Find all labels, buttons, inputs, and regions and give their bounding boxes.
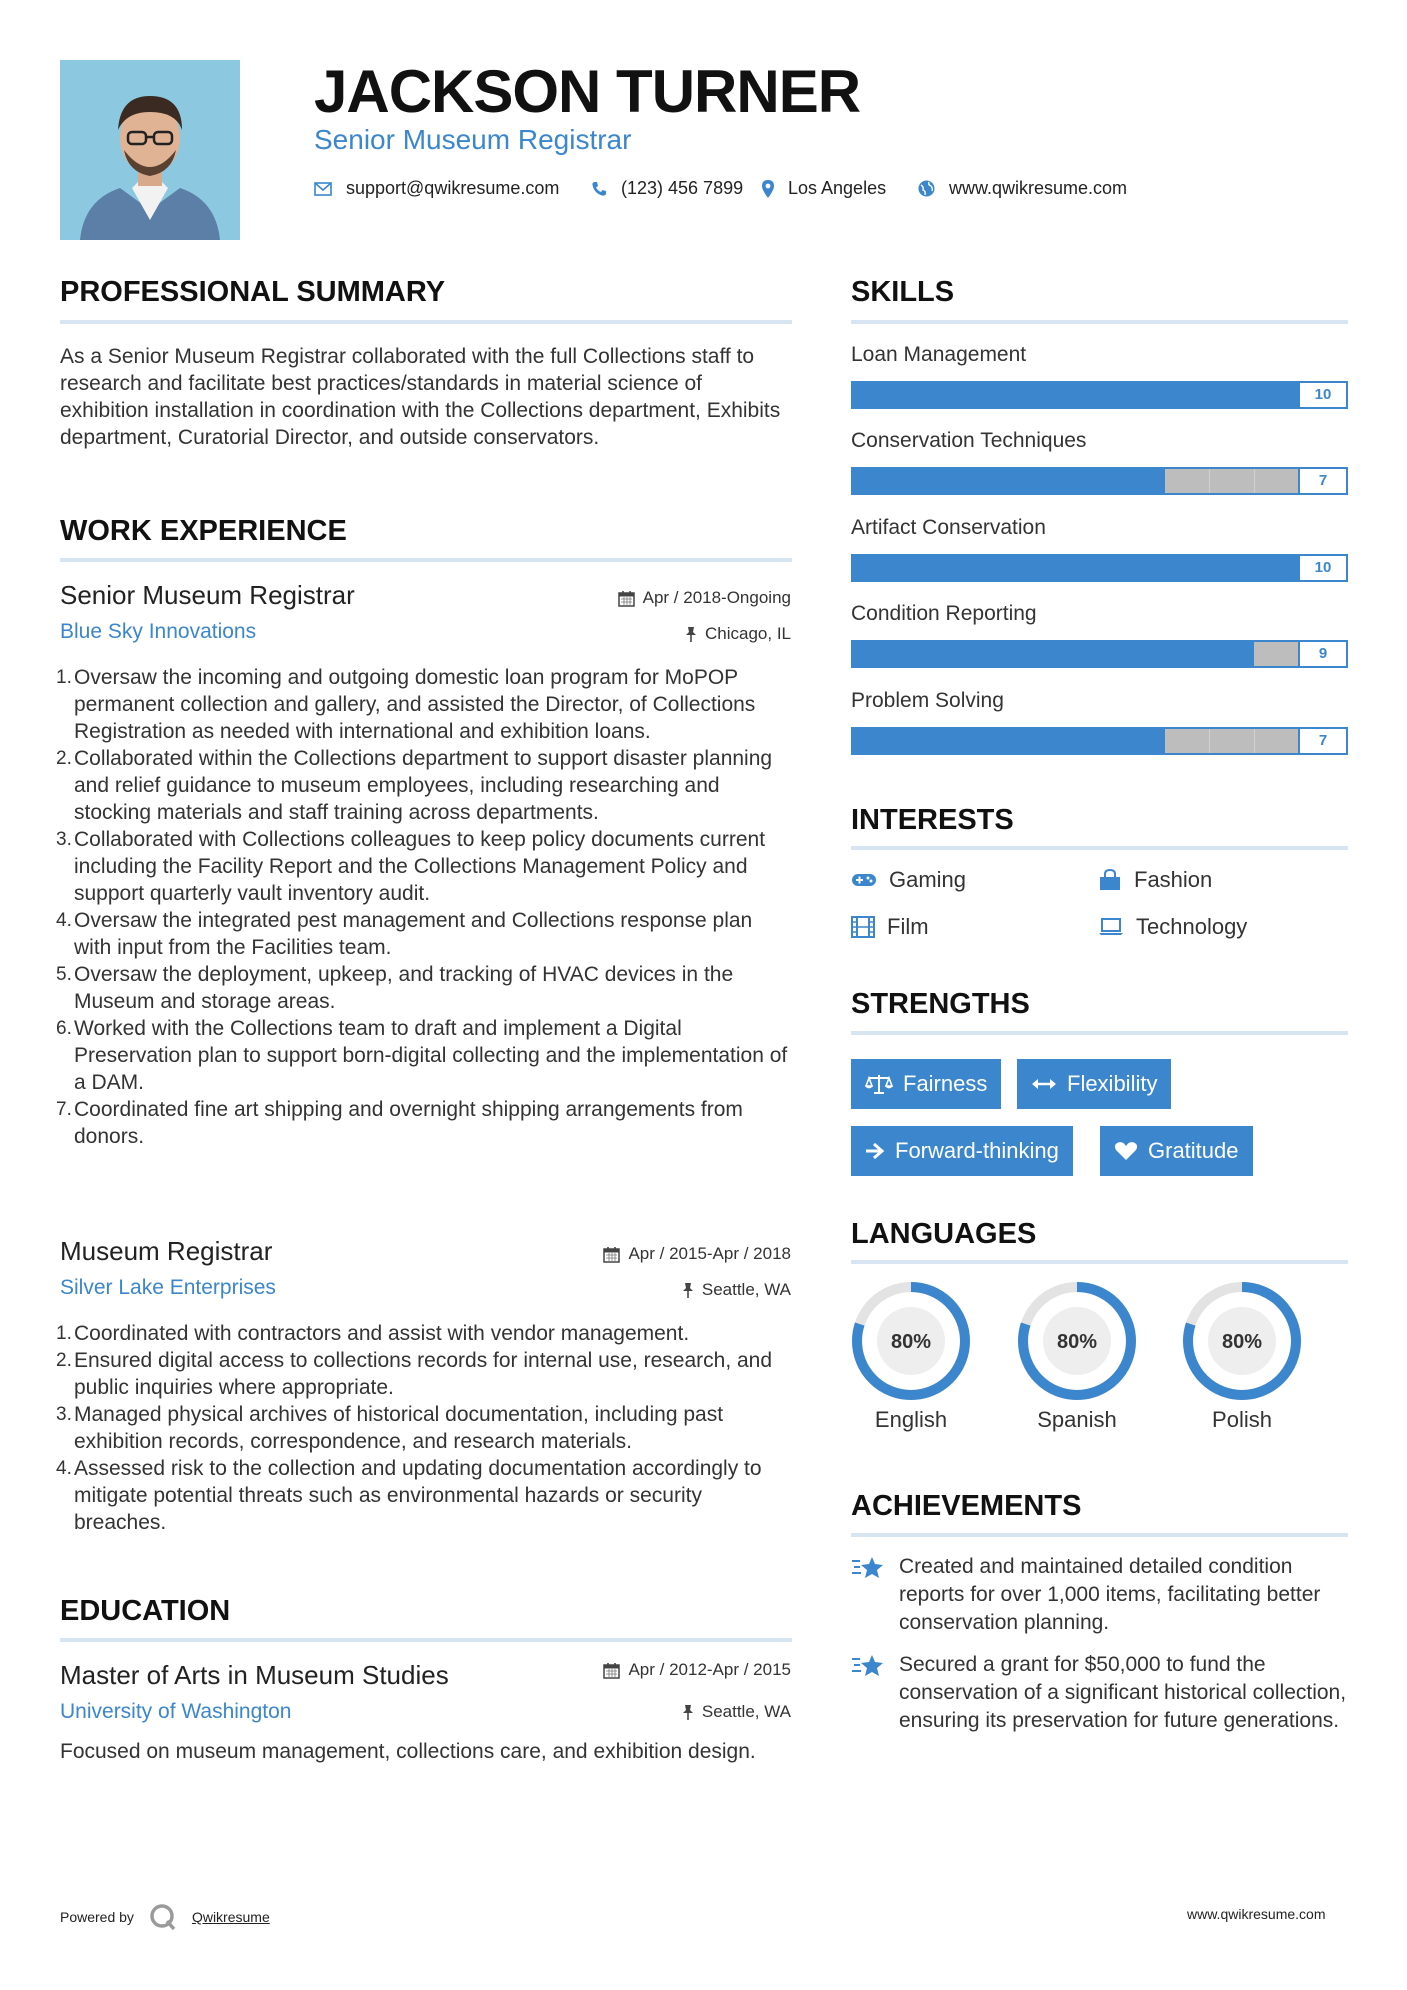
skill-bar	[851, 467, 1348, 495]
language-name: Spanish	[1037, 1407, 1117, 1432]
achievements-heading: ACHIEVEMENTS	[851, 1490, 1082, 1522]
skill-value: 10	[1298, 556, 1346, 580]
footer-website[interactable]: www.qwikresume.com	[1187, 1906, 1326, 1922]
job-dates-text: Apr / 2018-Ongoing	[642, 588, 791, 607]
footer-powered-by	[60, 1902, 270, 1932]
job-dates-text: Apr / 2015-Apr / 2018	[628, 1244, 791, 1263]
job-responsibilities	[56, 664, 791, 1150]
calendar-icon	[618, 590, 635, 607]
job-location	[682, 1280, 791, 1300]
languages-divider	[851, 1260, 1348, 1264]
skill-bar-fill	[853, 729, 1165, 753]
skill-name: Conservation Techniques	[851, 429, 1087, 452]
language-ring	[1016, 1280, 1138, 1402]
candidate-title: Senior Museum Registrar	[314, 124, 632, 155]
skill-bar-fill	[853, 383, 1298, 407]
skill-value: 10	[1298, 383, 1346, 407]
contact-email-text: support@qwikresume.com	[346, 178, 560, 198]
list-item: 2. Ensured digital access to collections records for internal use, research, and public inquiries where appropriate.	[56, 1349, 773, 1399]
interests-divider	[851, 846, 1348, 850]
map-marker-icon	[762, 180, 774, 198]
contact-phone[interactable]	[591, 178, 743, 199]
education-dates	[603, 1660, 791, 1680]
language-item	[1181, 1280, 1303, 1433]
calendar-icon	[603, 1662, 620, 1679]
arrow-right-icon	[865, 1142, 885, 1160]
education-dates-text: Apr / 2012-Apr / 2015	[628, 1660, 791, 1679]
languages-heading: LANGUAGES	[851, 1218, 1037, 1250]
skills-divider	[851, 320, 1348, 324]
interest-item: Film	[851, 914, 929, 940]
skill-value: 9	[1298, 642, 1346, 666]
list-item: 4. Assessed risk to the collection and updating documentation accordingly to mitigate potential threats such as environmental hazards or security breaches.	[56, 1457, 762, 1534]
education-degree: Master of Arts in Museum Studies	[60, 1660, 449, 1690]
skill-bar-segment	[1254, 729, 1255, 753]
phone-icon	[591, 181, 607, 197]
skill-bar	[851, 727, 1348, 755]
skill-name: Condition Reporting	[851, 602, 1037, 625]
strength-badge: Flexibility	[1017, 1059, 1171, 1109]
contact-website[interactable]	[918, 178, 1127, 199]
heart-icon	[1114, 1141, 1138, 1161]
strength-badge: Gratitude	[1100, 1126, 1253, 1176]
skill-value: 7	[1298, 729, 1346, 753]
envelope-icon	[314, 182, 332, 196]
achievements-divider	[851, 1533, 1348, 1537]
language-percent: 80%	[1221, 1331, 1263, 1353]
language-percent: 80%	[890, 1331, 932, 1353]
list-item: 1. Coordinated with contractors and assist with vendor management.	[56, 1322, 690, 1345]
interest-item: Gaming	[851, 867, 966, 893]
job-company: Blue Sky Innovations	[60, 620, 257, 643]
skill-bar	[851, 381, 1348, 409]
language-percent: 80%	[1056, 1331, 1098, 1353]
job-title: Senior Museum Registrar	[60, 580, 355, 610]
experience-divider	[60, 558, 792, 562]
shooting-star-icon	[851, 1553, 885, 1581]
skill-bar-segment	[1209, 469, 1210, 493]
interests-heading: INTERESTS	[851, 804, 1014, 836]
list-item: 2. Collaborated within the Collections department to support disaster planning and relief guidance to museum employees, including researching and stocking materials and staff training across departments.	[56, 747, 773, 824]
language-name: Polish	[1212, 1407, 1272, 1432]
skill-bar	[851, 640, 1348, 668]
achievement-item	[851, 1553, 1351, 1637]
education-location-text: Seattle, WA	[701, 1702, 791, 1721]
profile-photo	[60, 60, 240, 240]
list-item: 1. Oversaw the incoming and outgoing domestic loan program for MoPOP permanent collection and gallery, and assisted the Director, of Collections Registration as needed with international and exhibition loans.	[56, 666, 756, 743]
pushpin-icon	[682, 1282, 694, 1299]
experience-heading: WORK EXPERIENCE	[60, 515, 347, 547]
summary-divider	[60, 320, 792, 324]
pushpin-icon	[682, 1704, 694, 1721]
list-item: 6. Worked with the Collections team to draft and implement a Digital Preservation plan to support born-digital collecting and the implementation of a DAM.	[56, 1017, 788, 1094]
gamepad-icon	[851, 872, 877, 888]
skill-name: Problem Solving	[851, 689, 1004, 712]
job-location-text: Chicago, IL	[705, 624, 791, 643]
interest-item: Fashion	[1098, 867, 1212, 893]
person-avatar-icon	[60, 60, 240, 240]
education-divider	[60, 1638, 792, 1642]
job-company: Silver Lake Enterprises	[60, 1276, 276, 1299]
skill-value: 7	[1298, 469, 1346, 493]
shooting-star-icon	[851, 1651, 885, 1679]
list-item: 5. Oversaw the deployment, upkeep, and tracking of HVAC devices in the Museum and storage areas.	[56, 963, 734, 1013]
skill-name: Loan Management	[851, 343, 1027, 366]
achievement-text: Created and maintained detailed condition reports for over 1,000 items, facilitating better conservation planning.	[899, 1555, 1321, 1634]
contact-phone-text: (123) 456 7899	[621, 178, 744, 198]
list-item: 3. Managed physical archives of historical documentation, including past exhibition records, correspondence, and research materials.	[56, 1403, 724, 1453]
education-school: University of Washington	[60, 1700, 292, 1723]
job-title: Museum Registrar	[60, 1236, 273, 1266]
education-location	[682, 1702, 791, 1722]
summary-text: As a Senior Museum Registrar collaborated with the full Collections staff to research and facilitate best practices/standards in material science of exhibition installation in coordination with the Collections department, Exhibits department, Curatorial Director, and outside conservators.	[60, 345, 781, 449]
interest-item: Technology	[1098, 914, 1247, 940]
balance-scale-icon	[865, 1073, 893, 1095]
education-heading: EDUCATION	[60, 1595, 231, 1627]
list-item: 7. Coordinated fine art shipping and overnight shipping arrangements from donors.	[56, 1098, 743, 1148]
language-item	[1016, 1280, 1138, 1433]
language-ring	[850, 1280, 972, 1402]
skill-bar	[851, 554, 1348, 582]
job-location	[685, 624, 791, 644]
job-location-text: Seattle, WA	[701, 1280, 791, 1299]
list-item: 4. Oversaw the integrated pest management and Collections response plan with input from the Facilities team.	[56, 909, 753, 959]
strength-badge: Forward-thinking	[851, 1126, 1073, 1176]
shopping-bag-icon	[1098, 869, 1122, 891]
job-dates	[618, 588, 791, 608]
job-responsibilities	[56, 1320, 791, 1536]
language-item	[850, 1280, 972, 1433]
laptop-icon	[1098, 918, 1124, 936]
skill-name: Artifact Conservation	[851, 516, 1046, 539]
achievement-item	[851, 1651, 1351, 1735]
education-description: Focused on museum management, collections care, and exhibition design.	[60, 1740, 756, 1763]
contact-website-text: www.qwikresume.com	[949, 178, 1128, 198]
skill-bar-segment	[1209, 729, 1210, 753]
skills-heading: SKILLS	[851, 276, 955, 308]
summary-heading: PROFESSIONAL SUMMARY	[60, 276, 446, 308]
contact-email[interactable]	[314, 178, 559, 199]
skill-bar-segment	[1254, 469, 1255, 493]
strength-badge: Fairness	[851, 1059, 1001, 1109]
skill-bar-fill	[853, 469, 1165, 493]
contact-location	[762, 178, 886, 199]
skill-bar-fill	[853, 556, 1298, 580]
powered-by-label: Powered by	[60, 1909, 134, 1925]
qwikresume-link[interactable]: Qwikresume	[191, 1909, 270, 1925]
list-item: 3. Collaborated with Collections colleagues to keep policy documents current including the Facility Report and the Collections Management Policy and support quarterly vault inventory audit.	[56, 828, 766, 905]
strengths-divider	[851, 1031, 1348, 1035]
job-dates	[603, 1244, 791, 1264]
achievement-text: Secured a grant for $50,000 to fund the conservation of a significant historical collection, ensuring its preservation for future generations.	[899, 1653, 1347, 1732]
arrows-horizontal-icon	[1031, 1077, 1057, 1091]
qwikresume-logo-icon	[148, 1902, 178, 1932]
strengths-heading: STRENGTHS	[851, 988, 1030, 1020]
language-name: English	[874, 1407, 948, 1432]
candidate-name: JACKSON TURNER	[314, 58, 861, 125]
contact-location-text: Los Angeles	[788, 178, 887, 198]
skill-bar-fill	[853, 642, 1254, 666]
globe-icon	[918, 180, 935, 197]
pushpin-icon	[685, 626, 697, 643]
film-icon	[851, 916, 875, 938]
language-ring	[1181, 1280, 1303, 1402]
calendar-icon	[603, 1246, 620, 1263]
